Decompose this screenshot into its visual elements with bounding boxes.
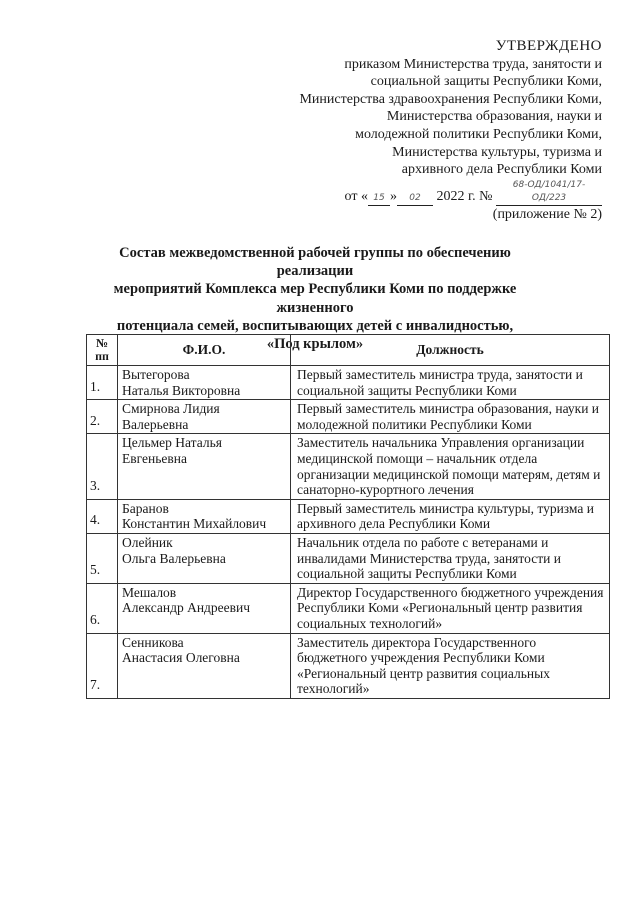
table-header-row <box>87 335 610 366</box>
order-number: 68-ОД/1041/17-ОД/223 <box>496 179 602 206</box>
table-row <box>87 366 610 400</box>
table-row <box>87 583 610 633</box>
row-num: 5. <box>87 533 118 583</box>
row-num: 3. <box>87 434 118 499</box>
row-num: 7. <box>87 633 118 698</box>
row-fio <box>118 366 291 400</box>
row-num: 4. <box>87 499 118 533</box>
row-fio <box>118 499 291 533</box>
fio-line: Анастасия Олеговна <box>122 650 240 666</box>
row-position: Заместитель директора Государственного бюджетного учреждения Республики Коми «Региональный центр развития социальных технологий» <box>291 633 610 698</box>
table-row <box>87 633 610 698</box>
table-row <box>87 533 610 583</box>
header-num: № пп <box>87 335 118 366</box>
date-prefix: от « <box>344 188 368 204</box>
approval-line: Министерства культуры, туризма и <box>392 144 602 160</box>
approval-block <box>222 38 602 223</box>
row-num: 6. <box>87 583 118 633</box>
appendix-note: (приложение № 2) <box>492 206 602 222</box>
header-position: Должность <box>291 335 610 366</box>
row-fio <box>118 400 291 434</box>
approval-line: Министерства здравоохранения Республики Коми, <box>299 91 602 107</box>
date-day: 15 <box>368 192 390 206</box>
row-position: Директор Государственного бюджетного учреждения Республики Коми «Региональный центр развития социальных технологий» <box>291 583 610 633</box>
approval-heading: УТВЕРЖДЕНО <box>495 38 602 54</box>
title-line: Состав межведомственной рабочей группы по обеспечению реализации <box>119 245 511 280</box>
title-line: мероприятий Комплекса мер Республики Коми по поддержке жизненного <box>113 281 517 316</box>
fio-line: Цельмер Наталья <box>122 435 222 451</box>
row-num: 1. <box>87 366 118 400</box>
title-line: потенциала семей, воспитывающих детей с инвалидностью, <box>116 317 514 334</box>
date-month: 02 <box>397 192 433 206</box>
fio-line: Константин Михайлович <box>122 516 267 532</box>
row-fio <box>118 434 291 499</box>
approval-date-line <box>222 179 602 206</box>
date-mid: » <box>389 188 397 204</box>
table-row <box>87 499 610 533</box>
row-position: Первый заместитель министра культуры, туризма и архивного дела Республики Коми <box>291 499 610 533</box>
fio-line: Ольга Валерьевна <box>122 550 226 566</box>
fio-line: Наталья Викторовна <box>122 382 241 398</box>
fio-line: Сенникова <box>122 634 184 650</box>
table-row <box>87 400 610 434</box>
row-num: 2. <box>87 400 118 434</box>
approval-line: Министерства образования, науки и <box>386 109 602 125</box>
approval-line: социальной защиты Республики Коми, <box>370 74 602 90</box>
header-fio: Ф.И.О. <box>118 335 291 366</box>
row-position: Заместитель начальника Управления организации медицинской помощи – начальник отдела организации медицинской помощи матерям, детям и санаторно-курортного лечения <box>291 434 610 499</box>
fio-line: Смирнова Лидия <box>122 401 220 417</box>
fio-line: Александр Андреевич <box>122 600 251 616</box>
fio-line: Вытегорова <box>122 367 190 382</box>
members-table <box>86 334 610 699</box>
table-row <box>87 434 610 499</box>
approval-line: архивного дела Республики Коми <box>401 162 602 178</box>
row-fio <box>118 583 291 633</box>
approval-line: молодежной политики Республики Коми, <box>355 126 602 142</box>
row-position: Первый заместитель министра образования, науки и молодежной политики Республики Коми <box>291 400 610 434</box>
approval-line: приказом Министерства труда, занятости и <box>344 56 602 72</box>
row-position: Первый заместитель министра труда, занятости и социальной защиты Республики Коми <box>291 366 610 400</box>
title-line: «Под крылом» <box>266 336 364 353</box>
fio-line: Евгеньевна <box>122 450 187 466</box>
date-year: 2022 г. № <box>436 188 493 204</box>
row-fio <box>118 633 291 698</box>
fio-line: Олейник <box>122 534 173 550</box>
fio-line: Валерьевна <box>122 416 189 432</box>
row-fio <box>118 533 291 583</box>
fio-line: Мешалов <box>122 584 177 600</box>
fio-line: Баранов <box>122 500 169 516</box>
row-position: Начальник отдела по работе с ветеранами и инвалидами Министерства труда, занятости и социальной защиты Республики Коми <box>291 533 610 583</box>
